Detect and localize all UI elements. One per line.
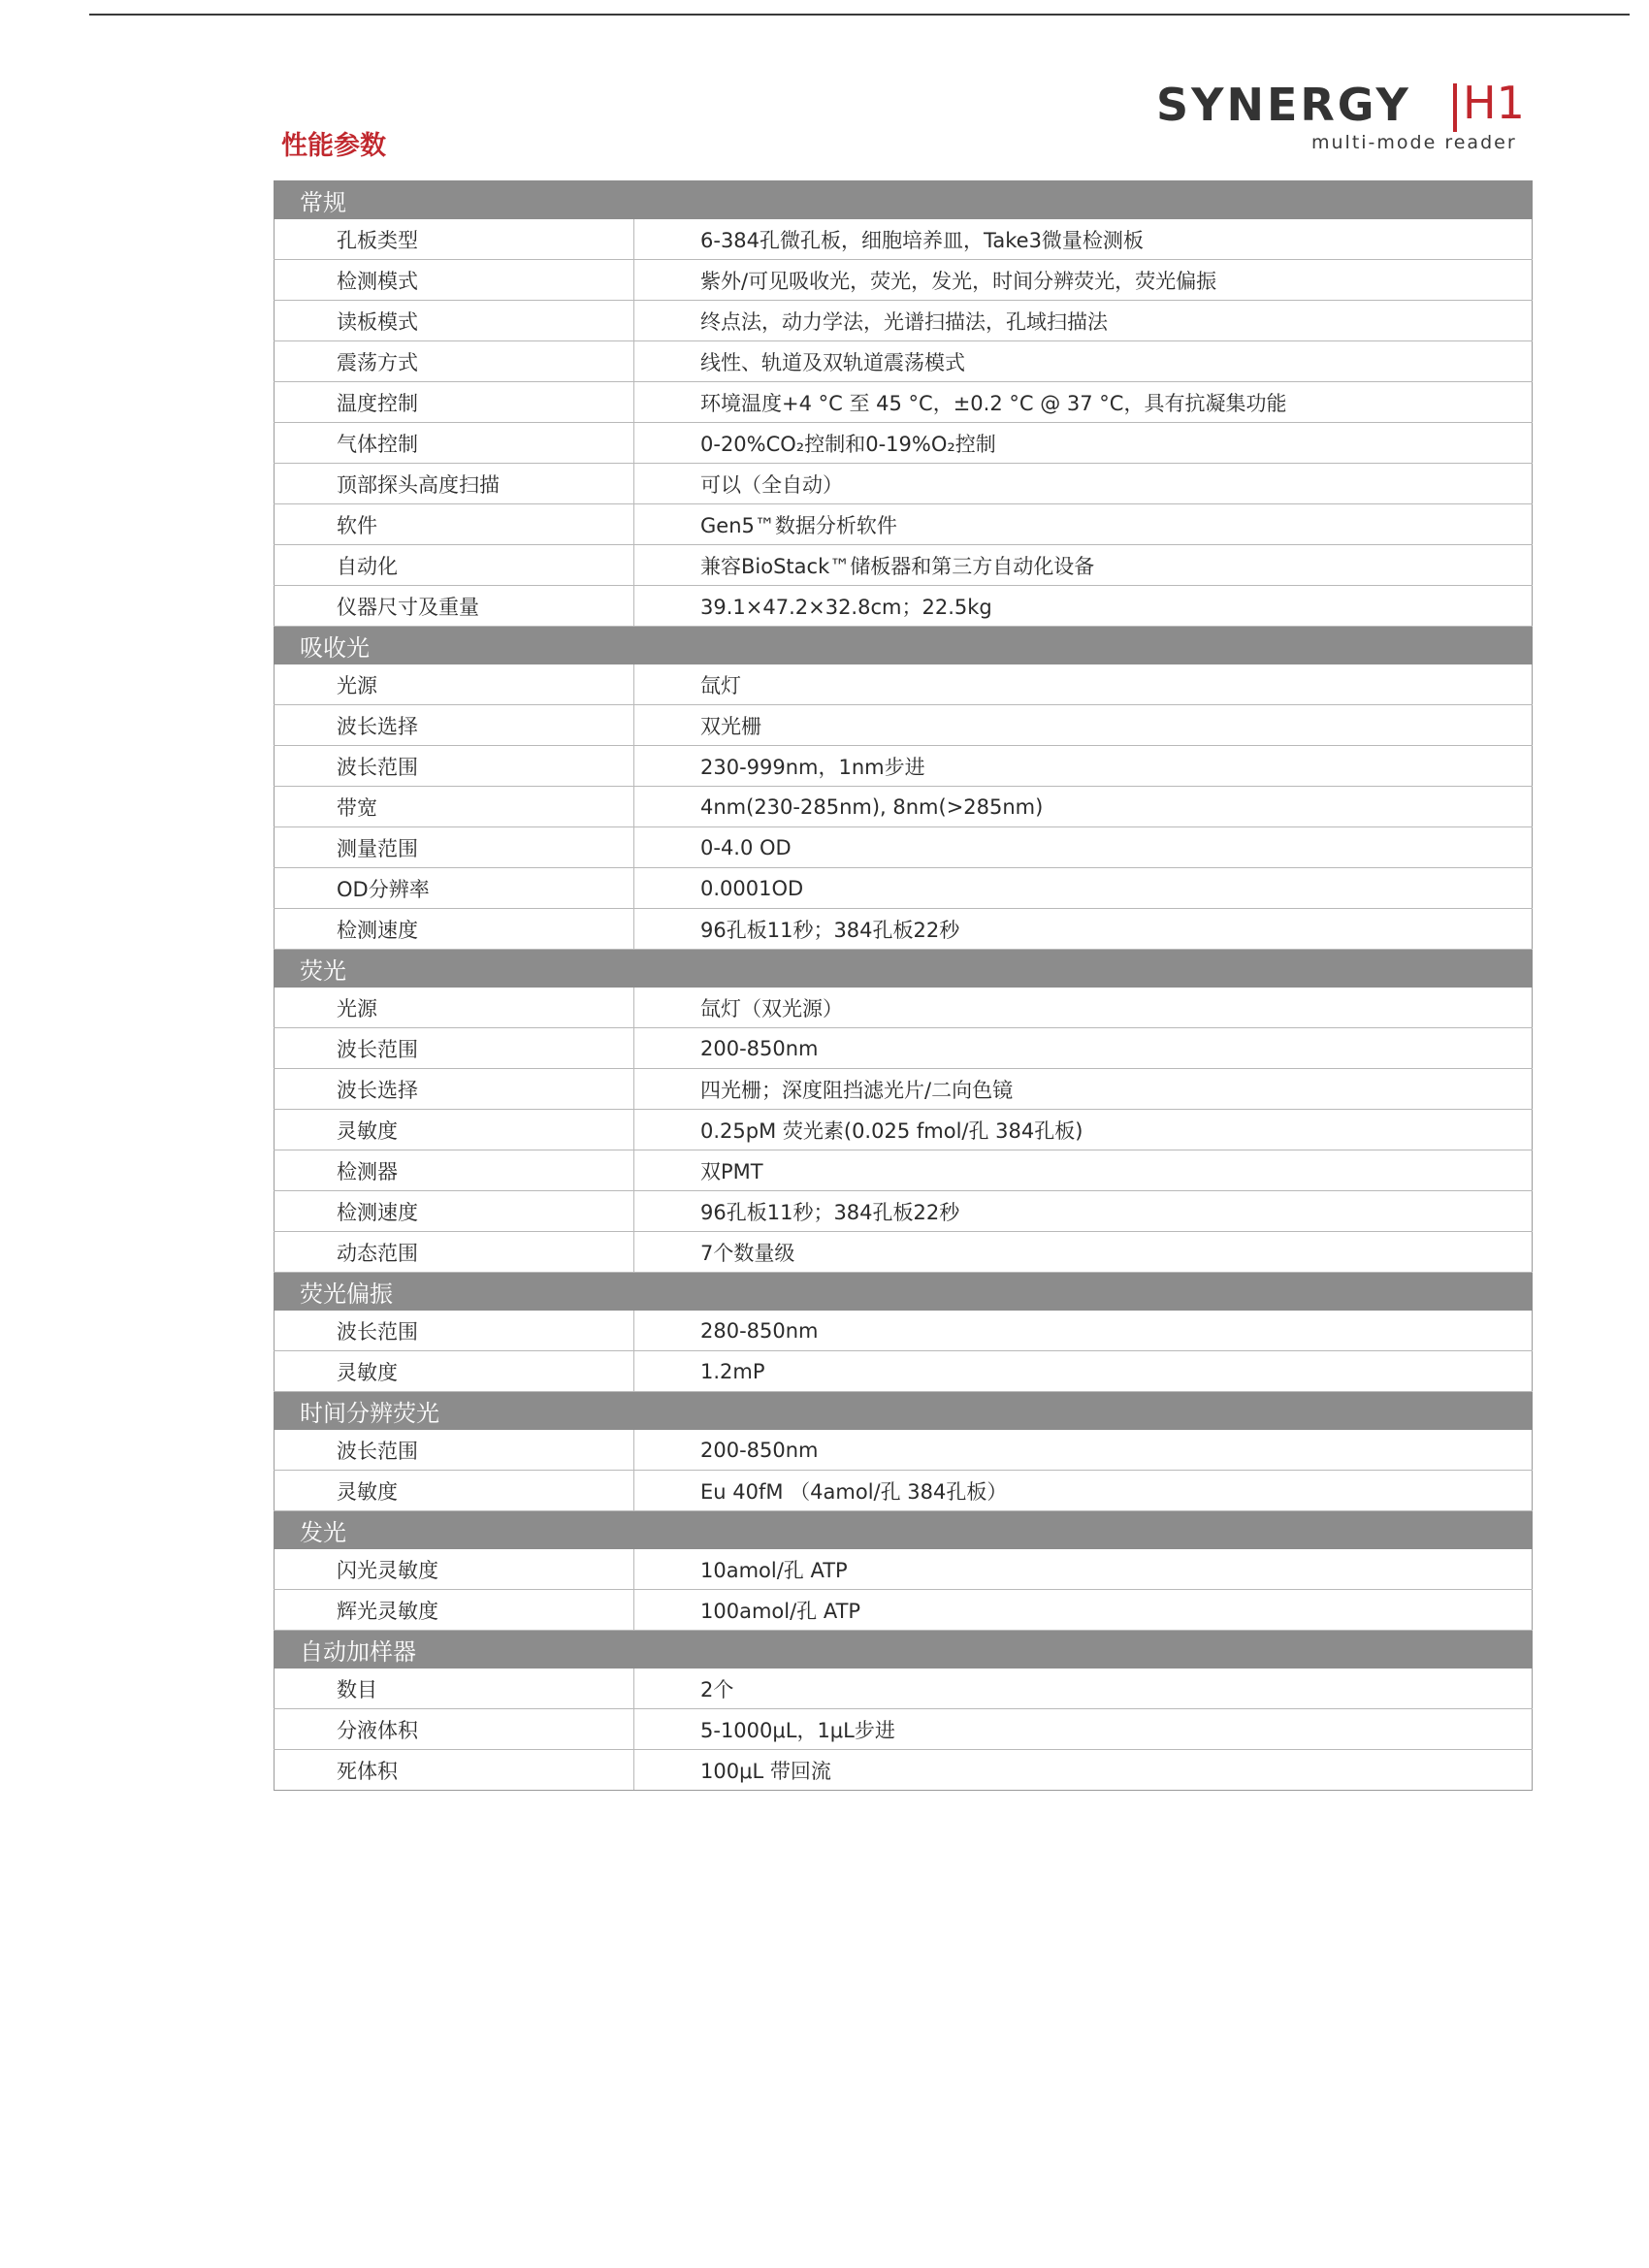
spec-row [275,1311,1533,1351]
spec-label: 分液体积 [275,1709,634,1750]
logo-wordmark: SYNERGY [1156,79,1411,131]
synergy-h1-logo [1156,76,1544,163]
spec-label: 动态范围 [275,1232,634,1273]
spec-value: 230-999nm，1nm步进 [634,746,1533,787]
spec-value: 5-1000μL，1μL步进 [634,1709,1533,1750]
logo-divider-bar [1453,83,1457,132]
spec-row [275,341,1533,382]
spec-value: Gen5™数据分析软件 [634,504,1533,545]
spec-label: 读板模式 [275,301,634,341]
spec-label: 温度控制 [275,382,634,423]
spec-row [275,1549,1533,1590]
spec-value: 终点法，动力学法，光谱扫描法，孔域扫描法 [634,301,1533,341]
spec-value: 双光栅 [634,705,1533,746]
spec-row [275,1069,1533,1110]
section-header-row [275,1631,1533,1669]
spec-row [275,1232,1533,1273]
section-header-row [275,181,1533,219]
section-header-row [275,1392,1533,1430]
spec-label: 孔板类型 [275,219,634,260]
spec-label: 波长范围 [275,1430,634,1471]
spec-label: 灵敏度 [275,1351,634,1392]
spec-row [275,664,1533,705]
spec-label: 波长选择 [275,1069,634,1110]
spec-value: 96孔板11秒；384孔板22秒 [634,1191,1533,1232]
spec-row [275,504,1533,545]
spec-row [275,988,1533,1028]
section-header-row [275,1511,1533,1549]
spec-value: 0-4.0 OD [634,827,1533,868]
top-rule [89,14,1630,16]
spec-label: 辉光灵敏度 [275,1590,634,1631]
spec-row [275,1750,1533,1791]
spec-label: 检测速度 [275,909,634,950]
spec-row [275,545,1533,586]
spec-value: 氙灯 [634,664,1533,705]
spec-row [275,1590,1533,1631]
section-title: 吸收光 [275,627,1533,664]
spec-row [275,1351,1533,1392]
spec-label: OD分辨率 [275,868,634,909]
spec-value: 0.0001OD [634,868,1533,909]
spec-table [274,180,1533,1791]
section-title: 时间分辨荧光 [275,1392,1533,1430]
page-title: 性能参数 [281,131,386,161]
spec-value: 2个 [634,1669,1533,1709]
spec-value: 四光栅；深度阻挡滤光片/二向色镜 [634,1069,1533,1110]
spec-row [275,464,1533,504]
spec-row [275,301,1533,341]
spec-value: 0-20%CO₂控制和0-19%O₂控制 [634,423,1533,464]
spec-row [275,705,1533,746]
logo-model-name: H1 [1463,77,1525,129]
spec-value: 1.2mP [634,1351,1533,1392]
spec-row [275,260,1533,301]
section-title: 常规 [275,181,1533,219]
spec-value: 线性、轨道及双轨道震荡模式 [634,341,1533,382]
spec-value: 双PMT [634,1150,1533,1191]
spec-value: 10amol/孔 ATP [634,1549,1533,1590]
spec-row [275,423,1533,464]
section-title: 发光 [275,1511,1533,1549]
spec-label: 波长选择 [275,705,634,746]
spec-label: 测量范围 [275,827,634,868]
spec-row [275,868,1533,909]
section-title: 荧光偏振 [275,1273,1533,1311]
section-header-row [275,950,1533,988]
spec-value: 氙灯（双光源） [634,988,1533,1028]
spec-label: 数目 [275,1669,634,1709]
spec-table-body [275,181,1533,1791]
spec-value: 6-384孔微孔板，细胞培养皿，Take3微量检测板 [634,219,1533,260]
spec-label: 波长范围 [275,746,634,787]
spec-row [275,1669,1533,1709]
section-title: 荧光 [275,950,1533,988]
spec-row [275,1471,1533,1511]
spec-value: 环境温度+4 °C 至 45 °C，±0.2 °C @ 37 °C，具有抗凝集功能 [634,382,1533,423]
spec-label: 检测器 [275,1150,634,1191]
spec-value: 0.25pM 荧光素(0.025 fmol/孔 384孔板) [634,1110,1533,1150]
spec-value: 200-850nm [634,1430,1533,1471]
spec-value: 4nm(230-285nm), 8nm(>285nm) [634,787,1533,827]
spec-value: 100amol/孔 ATP [634,1590,1533,1631]
spec-label: 死体积 [275,1750,634,1791]
spec-value: Eu 40fM （4amol/孔 384孔板） [634,1471,1533,1511]
spec-row [275,382,1533,423]
section-header-row [275,627,1533,664]
spec-label: 仪器尺寸及重量 [275,586,634,627]
spec-row [275,787,1533,827]
spec-row [275,1709,1533,1750]
spec-row [275,219,1533,260]
spec-label: 光源 [275,664,634,705]
spec-row [275,586,1533,627]
spec-value: 可以（全自动） [634,464,1533,504]
spec-row [275,827,1533,868]
spec-row [275,746,1533,787]
spec-label: 闪光灵敏度 [275,1549,634,1590]
spec-label: 光源 [275,988,634,1028]
spec-label: 软件 [275,504,634,545]
spec-value: 200-850nm [634,1028,1533,1069]
spec-value: 100μL 带回流 [634,1750,1533,1791]
spec-label: 检测模式 [275,260,634,301]
spec-label: 灵敏度 [275,1110,634,1150]
spec-row [275,1028,1533,1069]
spec-label: 波长范围 [275,1311,634,1351]
section-header-row [275,1273,1533,1311]
spec-row [275,1110,1533,1150]
spec-label: 灵敏度 [275,1471,634,1511]
spec-value: 96孔板11秒；384孔板22秒 [634,909,1533,950]
spec-value: 280-850nm [634,1311,1533,1351]
spec-row [275,909,1533,950]
spec-value: 39.1×47.2×32.8cm；22.5kg [634,586,1533,627]
spec-label: 波长范围 [275,1028,634,1069]
logo-tagline: multi-mode reader [1311,132,1517,153]
spec-label: 带宽 [275,787,634,827]
spec-value: 7个数量级 [634,1232,1533,1273]
spec-row [275,1150,1533,1191]
section-title: 自动加样器 [275,1631,1533,1669]
spec-label: 检测速度 [275,1191,634,1232]
spec-label: 顶部探头高度扫描 [275,464,634,504]
spec-label: 自动化 [275,545,634,586]
spec-row [275,1430,1533,1471]
spec-value: 兼容BioStack™储板器和第三方自动化设备 [634,545,1533,586]
spec-value: 紫外/可见吸收光，荧光，发光，时间分辨荧光，荧光偏振 [634,260,1533,301]
spec-row [275,1191,1533,1232]
spec-label: 气体控制 [275,423,634,464]
spec-label: 震荡方式 [275,341,634,382]
